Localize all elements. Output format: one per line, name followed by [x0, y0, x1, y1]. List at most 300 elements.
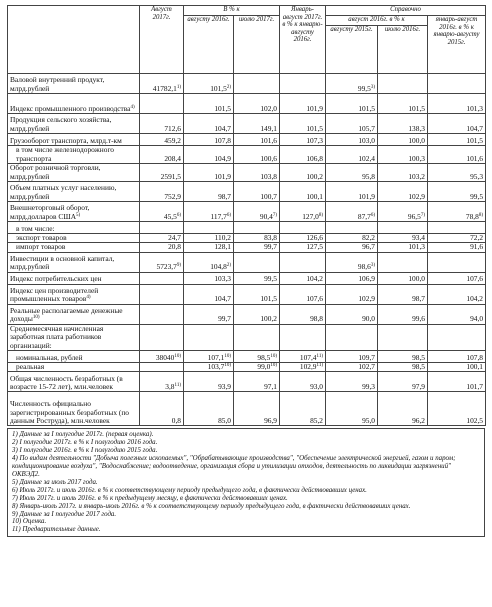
- value-cell: [140, 363, 184, 372]
- value-cell: [378, 252, 428, 272]
- indicator-label: [8, 392, 140, 426]
- value-cell: [140, 272, 184, 284]
- value-cell: [140, 182, 184, 202]
- cell-value: 104,7: [466, 123, 484, 133]
- value-cell: [140, 284, 184, 304]
- cell-value: 100,2: [306, 171, 323, 181]
- indicator-text: экспорт товаров: [16, 233, 67, 242]
- value-cell: [234, 372, 280, 392]
- cell-value: 96,7: [362, 242, 375, 252]
- table-row: [8, 146, 486, 164]
- value-cell: [326, 252, 378, 272]
- cell-value: 752,9: [164, 191, 181, 201]
- cell-value: 107,3: [306, 135, 323, 145]
- value-cell: [184, 146, 234, 164]
- footnote-ref: 4): [130, 104, 135, 110]
- header-aug2016: августу 2016г.: [184, 16, 234, 74]
- value-cell: [428, 202, 486, 222]
- indicator-text: Грузооборот транспорта, млрд.т-км: [10, 135, 122, 145]
- indicators-table-body: [8, 74, 486, 426]
- value-cell: [234, 74, 280, 94]
- value-cell: [184, 182, 234, 202]
- cell-value: 93,9: [218, 382, 231, 392]
- cell-value: 96,2: [412, 416, 425, 426]
- value-cell: [326, 182, 378, 202]
- cell-value: 105,7: [358, 123, 375, 133]
- cell-value: 104,2: [306, 274, 323, 284]
- indicator-label: [8, 324, 140, 350]
- indicator-text: Инвестиции в основной капитал, млрд.рублей: [10, 254, 115, 272]
- cell-value: 82,2: [362, 233, 375, 242]
- cell-value: 107,4: [299, 352, 317, 362]
- indicator-label: [8, 114, 140, 134]
- table-row: [8, 363, 486, 372]
- table-row: [8, 372, 486, 392]
- cell-value: 101,5: [466, 135, 484, 145]
- indicator-label: [8, 202, 140, 222]
- value-cell: [326, 351, 378, 363]
- value-cell: [378, 363, 428, 372]
- indicator-text: импорт товаров: [16, 242, 66, 252]
- cell-value: 101,9: [214, 171, 231, 181]
- cell-value: 95,0: [362, 416, 375, 426]
- value-cell: [326, 372, 378, 392]
- cell-value: 102,9: [408, 191, 425, 201]
- indicator-text: Реальные располагаемые денежные доходы: [10, 306, 123, 324]
- indicator-label: [8, 74, 140, 94]
- cell-value: 101,5: [260, 294, 277, 304]
- header-aug2017: Август 2017г.: [140, 6, 184, 74]
- cell-value: 99,3: [362, 382, 375, 392]
- value-cell: [378, 272, 428, 284]
- value-cell: [140, 164, 184, 182]
- cell-value: 127,5: [306, 242, 323, 252]
- value-cell: [378, 243, 428, 252]
- header-indicator: [8, 6, 140, 74]
- value-cell: [326, 202, 378, 222]
- cell-value: 102,5: [466, 416, 484, 426]
- indicators-table: [7, 5, 486, 426]
- header-reference: Справочно: [326, 6, 486, 16]
- indicator-text: Индекс промышленного производства: [10, 103, 131, 113]
- footnote-ref: 5): [76, 212, 81, 218]
- value-cell: [326, 114, 378, 134]
- cell-value: 100,0: [408, 274, 425, 284]
- header-jul2017: июлю 2017г.: [234, 16, 280, 74]
- header-ref-aug2015: августу 2015г.: [326, 26, 378, 74]
- value-cell: [234, 252, 280, 272]
- table-row: [8, 74, 486, 94]
- cell-value: 93,4: [412, 233, 425, 242]
- value-cell: [184, 392, 234, 426]
- cell-value: 97,9: [412, 382, 425, 392]
- cell-value: 110,2: [214, 233, 231, 242]
- cell-value: 117,7: [210, 211, 227, 221]
- value-cell: [428, 182, 486, 202]
- table-row: [8, 243, 486, 252]
- cell-value: 101,6: [466, 153, 484, 163]
- cell-value: 98,8: [310, 314, 323, 324]
- indicator-text: Валовой внутренний продукт, млрд.рублей: [10, 75, 105, 93]
- cell-value: 2591,5: [160, 171, 181, 181]
- cell-value: 106,9: [358, 274, 375, 284]
- footnote-item: 4) По видам деятельности "Добыча полезных ископаемых", "Обрабатывающие производства", "Обеспечение электрической энергией, газом и паром; кондиционирование воздуха", "Водоснабжение; водоотведение, организация сбора и утилизации отходов, деятельность по ликвидации загрязнений" ОКВЭД2.: [12, 455, 456, 478]
- cell-value: 107,1: [207, 352, 225, 362]
- value-cell: [184, 134, 234, 146]
- value-cell: [326, 392, 378, 426]
- cell-value: 98,5: [412, 362, 425, 372]
- header-ref-jul2016: июлю 2016г.: [378, 26, 428, 74]
- value-cell: [378, 324, 428, 350]
- value-cell: [140, 252, 184, 272]
- indicator-label: [8, 272, 140, 284]
- cell-value: 104,7: [214, 294, 231, 304]
- value-cell: [140, 243, 184, 252]
- cell-value: 101,7: [466, 382, 484, 392]
- footnote-ref: 3): [370, 263, 375, 269]
- cell-value: 107,8: [466, 352, 484, 362]
- value-cell: [184, 164, 234, 182]
- value-cell: [184, 74, 234, 94]
- value-cell: [326, 363, 378, 372]
- value-cell: [140, 351, 184, 363]
- cell-value: 126,6: [306, 233, 323, 242]
- table-row: [8, 134, 486, 146]
- cell-value: 128,1: [214, 242, 231, 252]
- cell-value: 107,8: [214, 135, 231, 145]
- value-cell: [378, 134, 428, 146]
- value-cell: [378, 284, 428, 304]
- value-cell: [378, 202, 428, 222]
- cell-value: 101,5: [214, 103, 231, 113]
- cell-value: 99,7: [264, 242, 277, 252]
- value-cell: [140, 134, 184, 146]
- value-cell: [378, 94, 428, 114]
- cell-value: 102,9: [299, 362, 317, 372]
- cell-value: 103,8: [260, 171, 277, 181]
- value-cell: [140, 146, 184, 164]
- cell-value: 72,2: [470, 233, 484, 242]
- value-cell: [234, 146, 280, 164]
- cell-value: 99,5: [470, 191, 484, 201]
- footnote-item: 8) Январь-июль 2017г. и январь-июль 2016г. в % к соответствующему периоду предыдущего года, в фактически действовавших ценах.: [12, 502, 411, 510]
- value-cell: [378, 304, 428, 324]
- cell-value: 103,2: [408, 171, 425, 181]
- cell-value: 104,7: [214, 123, 231, 133]
- cell-value: 98,5: [257, 352, 271, 362]
- cell-value: 3,8: [165, 382, 175, 392]
- footnote-ref: 10): [174, 353, 181, 359]
- value-cell: [234, 114, 280, 134]
- footnote-ref: 7): [272, 212, 277, 218]
- value-cell: [428, 222, 486, 234]
- table-row: [8, 182, 486, 202]
- value-cell: [326, 304, 378, 324]
- cell-value: 85,0: [218, 416, 231, 426]
- value-cell: [428, 372, 486, 392]
- value-cell: [184, 304, 234, 324]
- indicator-text: Среднемесячная начисленная заработная плата работников организаций:: [10, 323, 104, 350]
- value-cell: [234, 324, 280, 350]
- value-cell: [428, 114, 486, 134]
- cell-value: 38040: [155, 352, 175, 362]
- indicator-text: в том числе железнодорожного транспорта: [16, 145, 114, 163]
- value-cell: [184, 222, 234, 234]
- cell-value: 100,0: [408, 135, 425, 145]
- value-cell: [280, 363, 326, 372]
- value-cell: [428, 392, 486, 426]
- value-cell: [234, 164, 280, 182]
- cell-value: 101,3: [466, 103, 484, 113]
- value-cell: [184, 202, 234, 222]
- footnote-ref: 6): [176, 212, 181, 218]
- indicator-text: Общая численность безработных (в возрасте 15-72 лет), млн.человек: [10, 373, 123, 392]
- header-janaug2017: Январь-август 2017г. в % к январю-августу 2016г.: [280, 6, 326, 74]
- table-row: [8, 94, 486, 114]
- value-cell: [280, 351, 326, 363]
- cell-value: 712,6: [164, 123, 181, 133]
- value-cell: [280, 164, 326, 182]
- value-cell: [280, 202, 326, 222]
- footnote-ref: 2): [226, 84, 231, 90]
- indicator-label: [8, 372, 140, 392]
- indicator-label: [8, 134, 140, 146]
- indicator-label: [8, 252, 140, 272]
- cell-value: 101,9: [306, 103, 323, 113]
- indicator-label: [8, 222, 140, 234]
- value-cell: [184, 324, 234, 350]
- footnote-ref: 10): [224, 353, 231, 359]
- indicator-label: [8, 304, 140, 324]
- footnote-ref: 8): [478, 212, 484, 218]
- footnote-ref: 8): [318, 212, 323, 218]
- value-cell: [234, 182, 280, 202]
- footnote-item: 9) Данные за I полугодие 2017 года.: [12, 510, 117, 518]
- value-cell: [280, 243, 326, 252]
- value-cell: [280, 272, 326, 284]
- value-cell: [378, 392, 428, 426]
- footnote-ref: 10): [270, 363, 277, 369]
- cell-value: 20,8: [168, 242, 181, 252]
- table-row: [8, 324, 486, 350]
- value-cell: [140, 202, 184, 222]
- value-cell: [428, 243, 486, 252]
- cell-value: 102,0: [260, 103, 277, 113]
- value-cell: [184, 372, 234, 392]
- cell-value: 101,5: [408, 103, 425, 113]
- cell-value: 90,4: [259, 211, 273, 221]
- value-cell: [326, 284, 378, 304]
- indicator-text: в том числе:: [16, 223, 55, 233]
- cell-value: 106,8: [306, 153, 323, 163]
- value-cell: [280, 74, 326, 94]
- cell-value: 96,5: [407, 211, 421, 221]
- value-cell: [378, 74, 428, 94]
- value-cell: [280, 392, 326, 426]
- cell-value: 149,1: [260, 123, 277, 133]
- indicator-label: [8, 94, 140, 114]
- value-cell: [378, 114, 428, 134]
- value-cell: [280, 284, 326, 304]
- cell-value: 103,3: [214, 274, 231, 284]
- value-cell: [428, 284, 486, 304]
- cell-value: 97,1: [264, 382, 277, 392]
- footnote-ref: 3): [370, 84, 375, 90]
- value-cell: [280, 222, 326, 234]
- table-row: [8, 202, 486, 222]
- cell-value: 102,4: [358, 153, 375, 163]
- value-cell: [234, 392, 280, 426]
- cell-value: 101,5: [210, 83, 227, 93]
- value-cell: [234, 284, 280, 304]
- table-row: [8, 114, 486, 134]
- value-cell: [234, 222, 280, 234]
- footnote-ref: 4): [86, 295, 91, 301]
- footnote-item: 7) Июль 2017г. и июль 2016г. в % к предыдущему месяцу, в фактически действовавших ценах.: [12, 494, 288, 502]
- cell-value: 103,7: [207, 362, 225, 372]
- value-cell: [140, 324, 184, 350]
- header-ref-janaug2016: январь-август 2016г. в % к январю-августу 2015г.: [428, 16, 486, 74]
- cell-value: 45,5: [163, 211, 177, 221]
- cell-value: 98,5: [412, 352, 425, 362]
- value-cell: [428, 94, 486, 114]
- value-cell: [280, 182, 326, 202]
- indicator-label: [8, 164, 140, 182]
- value-cell: [378, 222, 428, 234]
- value-cell: [428, 146, 486, 164]
- cell-value: 109,7: [358, 352, 375, 362]
- cell-value: 100,1: [306, 191, 323, 201]
- cell-value: 459,2: [164, 135, 181, 145]
- value-cell: [184, 363, 234, 372]
- value-cell: [326, 324, 378, 350]
- cell-value: 104,8: [210, 262, 227, 272]
- indicator-text: номинальная, рублей: [16, 352, 83, 362]
- cell-value: 107,6: [306, 294, 323, 304]
- value-cell: [234, 304, 280, 324]
- cell-value: 78,8: [465, 211, 479, 221]
- value-cell: [326, 222, 378, 234]
- value-cell: [184, 94, 234, 114]
- cell-value: 87,7: [357, 211, 371, 221]
- value-cell: [326, 134, 378, 146]
- cell-value: 101,9: [358, 191, 375, 201]
- footnote-ref: 2): [226, 263, 231, 269]
- cell-value: 101,3: [408, 242, 425, 252]
- cell-value: 100,7: [260, 191, 277, 201]
- indicator-text: Индекс потребительских цен: [10, 274, 102, 284]
- value-cell: [428, 272, 486, 284]
- table-row: [8, 351, 486, 363]
- value-cell: [280, 94, 326, 114]
- cell-value: 100,1: [466, 362, 484, 372]
- indicator-label: [8, 363, 140, 372]
- table-row: [8, 304, 486, 324]
- footnote-item: 3) I полугодие 2016г. в % к I полугодию 2015 года.: [12, 447, 158, 455]
- value-cell: [428, 252, 486, 272]
- cell-value: 94,0: [470, 314, 484, 324]
- value-cell: [140, 304, 184, 324]
- cell-value: 91,6: [470, 242, 484, 252]
- value-cell: [280, 134, 326, 146]
- cell-value: 102,7: [358, 362, 375, 372]
- indicator-label: [8, 351, 140, 363]
- cell-value: 93,0: [310, 382, 323, 392]
- cell-value: 98,7: [412, 294, 425, 304]
- indicator-text: Индекс цен производителей промышленных товаров: [10, 286, 99, 304]
- indicator-text: Внешнеторговый оборот, млрд.долларов США: [10, 203, 90, 221]
- footnote-ref: 11): [316, 353, 323, 359]
- value-cell: [378, 351, 428, 363]
- value-cell: [428, 74, 486, 94]
- footnote-item: 1) Данные за I полугодие 2017г. (первая оценка).: [12, 431, 154, 439]
- value-cell: [184, 284, 234, 304]
- table-row: [8, 252, 486, 272]
- cell-value: 107,6: [466, 274, 484, 284]
- value-cell: [234, 134, 280, 146]
- cell-value: 103,0: [358, 135, 375, 145]
- value-cell: [140, 74, 184, 94]
- footnote-item: 5) Данные за июль 2017 года.: [12, 478, 98, 486]
- indicator-text: реальная: [16, 362, 45, 372]
- footnote-ref: 11): [316, 363, 323, 369]
- value-cell: [280, 324, 326, 350]
- cell-value: 100,3: [408, 153, 425, 163]
- value-cell: [234, 202, 280, 222]
- value-cell: [184, 114, 234, 134]
- value-cell: [326, 164, 378, 182]
- cell-value: 98,6: [357, 262, 371, 272]
- footnote-item: 6) Июль 2017г. и июль 2016г. в % к соответствующему периоду предыдущего года, в фактически действовавших ценах.: [12, 486, 367, 494]
- value-cell: [140, 114, 184, 134]
- footnote-item: 11) Предварительные данные.: [12, 526, 101, 534]
- table-row: [8, 272, 486, 284]
- table-row: [8, 164, 486, 182]
- value-cell: [234, 243, 280, 252]
- value-cell: [428, 164, 486, 182]
- footnote-ref: 10): [32, 315, 40, 321]
- cell-value: 5723,7: [156, 262, 177, 272]
- indicator-label: [8, 284, 140, 304]
- statistics-document: [7, 5, 485, 537]
- cell-value: 101,5: [306, 123, 323, 133]
- value-cell: [378, 146, 428, 164]
- cell-value: 95,3: [470, 171, 484, 181]
- value-cell: [378, 372, 428, 392]
- cell-value: 101,5: [358, 103, 375, 113]
- cell-value: 101,6: [260, 135, 277, 145]
- footnote-ref: 1): [176, 84, 181, 90]
- cell-value: 99,7: [218, 314, 231, 324]
- cell-value: 24,7: [168, 233, 181, 242]
- indicator-text: Оборот розничной торговли, млрд.рублей: [10, 163, 101, 181]
- value-cell: [280, 146, 326, 164]
- cell-value: 127,0: [302, 211, 319, 221]
- cell-value: 95,8: [362, 171, 375, 181]
- value-cell: [184, 272, 234, 284]
- cell-value: 138,3: [408, 123, 425, 133]
- value-cell: [326, 94, 378, 114]
- cell-value: 100,6: [260, 153, 277, 163]
- cell-value: 208,4: [164, 153, 181, 163]
- footnote-ref: 11): [174, 383, 181, 389]
- cell-value: 96,9: [264, 416, 277, 426]
- value-cell: [428, 351, 486, 363]
- indicator-text: Продукция сельского хозяйства, млрд.рублей: [10, 115, 112, 133]
- cell-value: 99,0: [257, 362, 271, 372]
- value-cell: [280, 114, 326, 134]
- value-cell: [326, 74, 378, 94]
